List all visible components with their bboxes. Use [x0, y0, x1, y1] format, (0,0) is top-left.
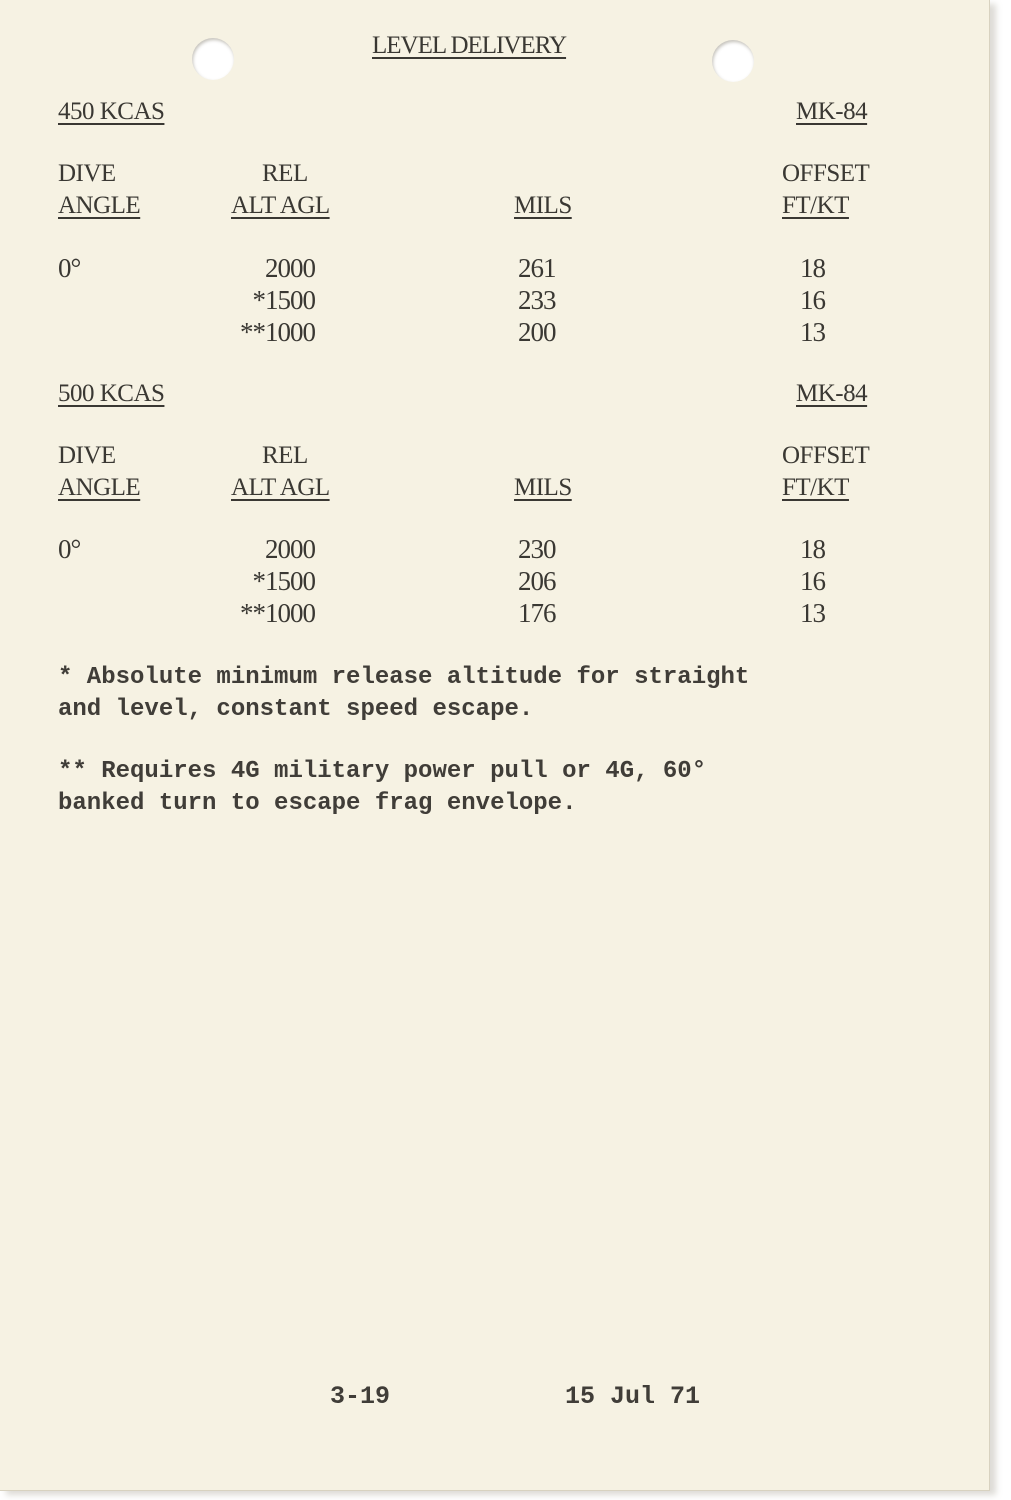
- dive-angle-value: 0°: [58, 253, 81, 283]
- mils-value: 176: [518, 598, 556, 628]
- header-ft-kt: FT/KT: [782, 474, 849, 501]
- mils-value: 261: [518, 253, 556, 283]
- offset-value: 13: [800, 598, 825, 628]
- alt-value: **1000: [240, 598, 315, 628]
- alt-value: **1000: [240, 317, 315, 347]
- header-dive: DIVE: [58, 160, 116, 187]
- header-mils: MILS: [514, 192, 572, 219]
- page-date: 15 Jul 71: [565, 1382, 701, 1411]
- header-rel: REL: [262, 160, 308, 187]
- dive-angle-value: 0°: [58, 534, 81, 564]
- offset-value: 16: [800, 285, 825, 315]
- mils-value: 200: [518, 317, 556, 347]
- offset-value: 18: [800, 534, 825, 564]
- header-ft-kt: FT/KT: [782, 192, 849, 219]
- section-speed: 450 KCAS: [58, 98, 165, 125]
- alt-value: 2000: [265, 253, 315, 283]
- page-number: 3-19: [330, 1382, 391, 1411]
- footnote-single-asterisk-cont: and level, constant speed escape.: [58, 696, 534, 723]
- footnote-single-asterisk: * Absolute minimum release altitude for straight: [58, 664, 750, 691]
- alt-value: *1500: [252, 285, 315, 315]
- mils-value: 206: [518, 566, 556, 596]
- alt-value: 2000: [265, 534, 315, 564]
- footnote-double-asterisk: ** Requires 4G military power pull or 4G, 60°: [58, 758, 707, 785]
- header-angle: ANGLE: [58, 474, 141, 501]
- section-bomb: MK-84: [796, 380, 868, 407]
- offset-value: 16: [800, 566, 825, 596]
- header-alt-agl: ALT AGL: [231, 474, 330, 501]
- header-dive: DIVE: [58, 442, 116, 469]
- punch-hole-left: [192, 38, 234, 80]
- header-offset: OFFSET: [782, 442, 870, 469]
- header-angle: ANGLE: [58, 192, 141, 219]
- header-offset: OFFSET: [782, 160, 870, 187]
- page-title: LEVEL DELIVERY: [372, 32, 567, 59]
- offset-value: 13: [800, 317, 825, 347]
- offset-value: 18: [800, 253, 825, 283]
- alt-value: *1500: [252, 566, 315, 596]
- header-mils: MILS: [514, 474, 572, 501]
- punch-hole-right: [712, 40, 754, 82]
- header-rel: REL: [262, 442, 308, 469]
- mils-value: 233: [518, 285, 556, 315]
- footnote-double-asterisk-cont: banked turn to escape frag envelope.: [58, 790, 577, 817]
- mils-value: 230: [518, 534, 556, 564]
- header-alt-agl: ALT AGL: [231, 192, 330, 219]
- section-bomb: MK-84: [796, 98, 868, 125]
- section-speed: 500 KCAS: [58, 380, 165, 407]
